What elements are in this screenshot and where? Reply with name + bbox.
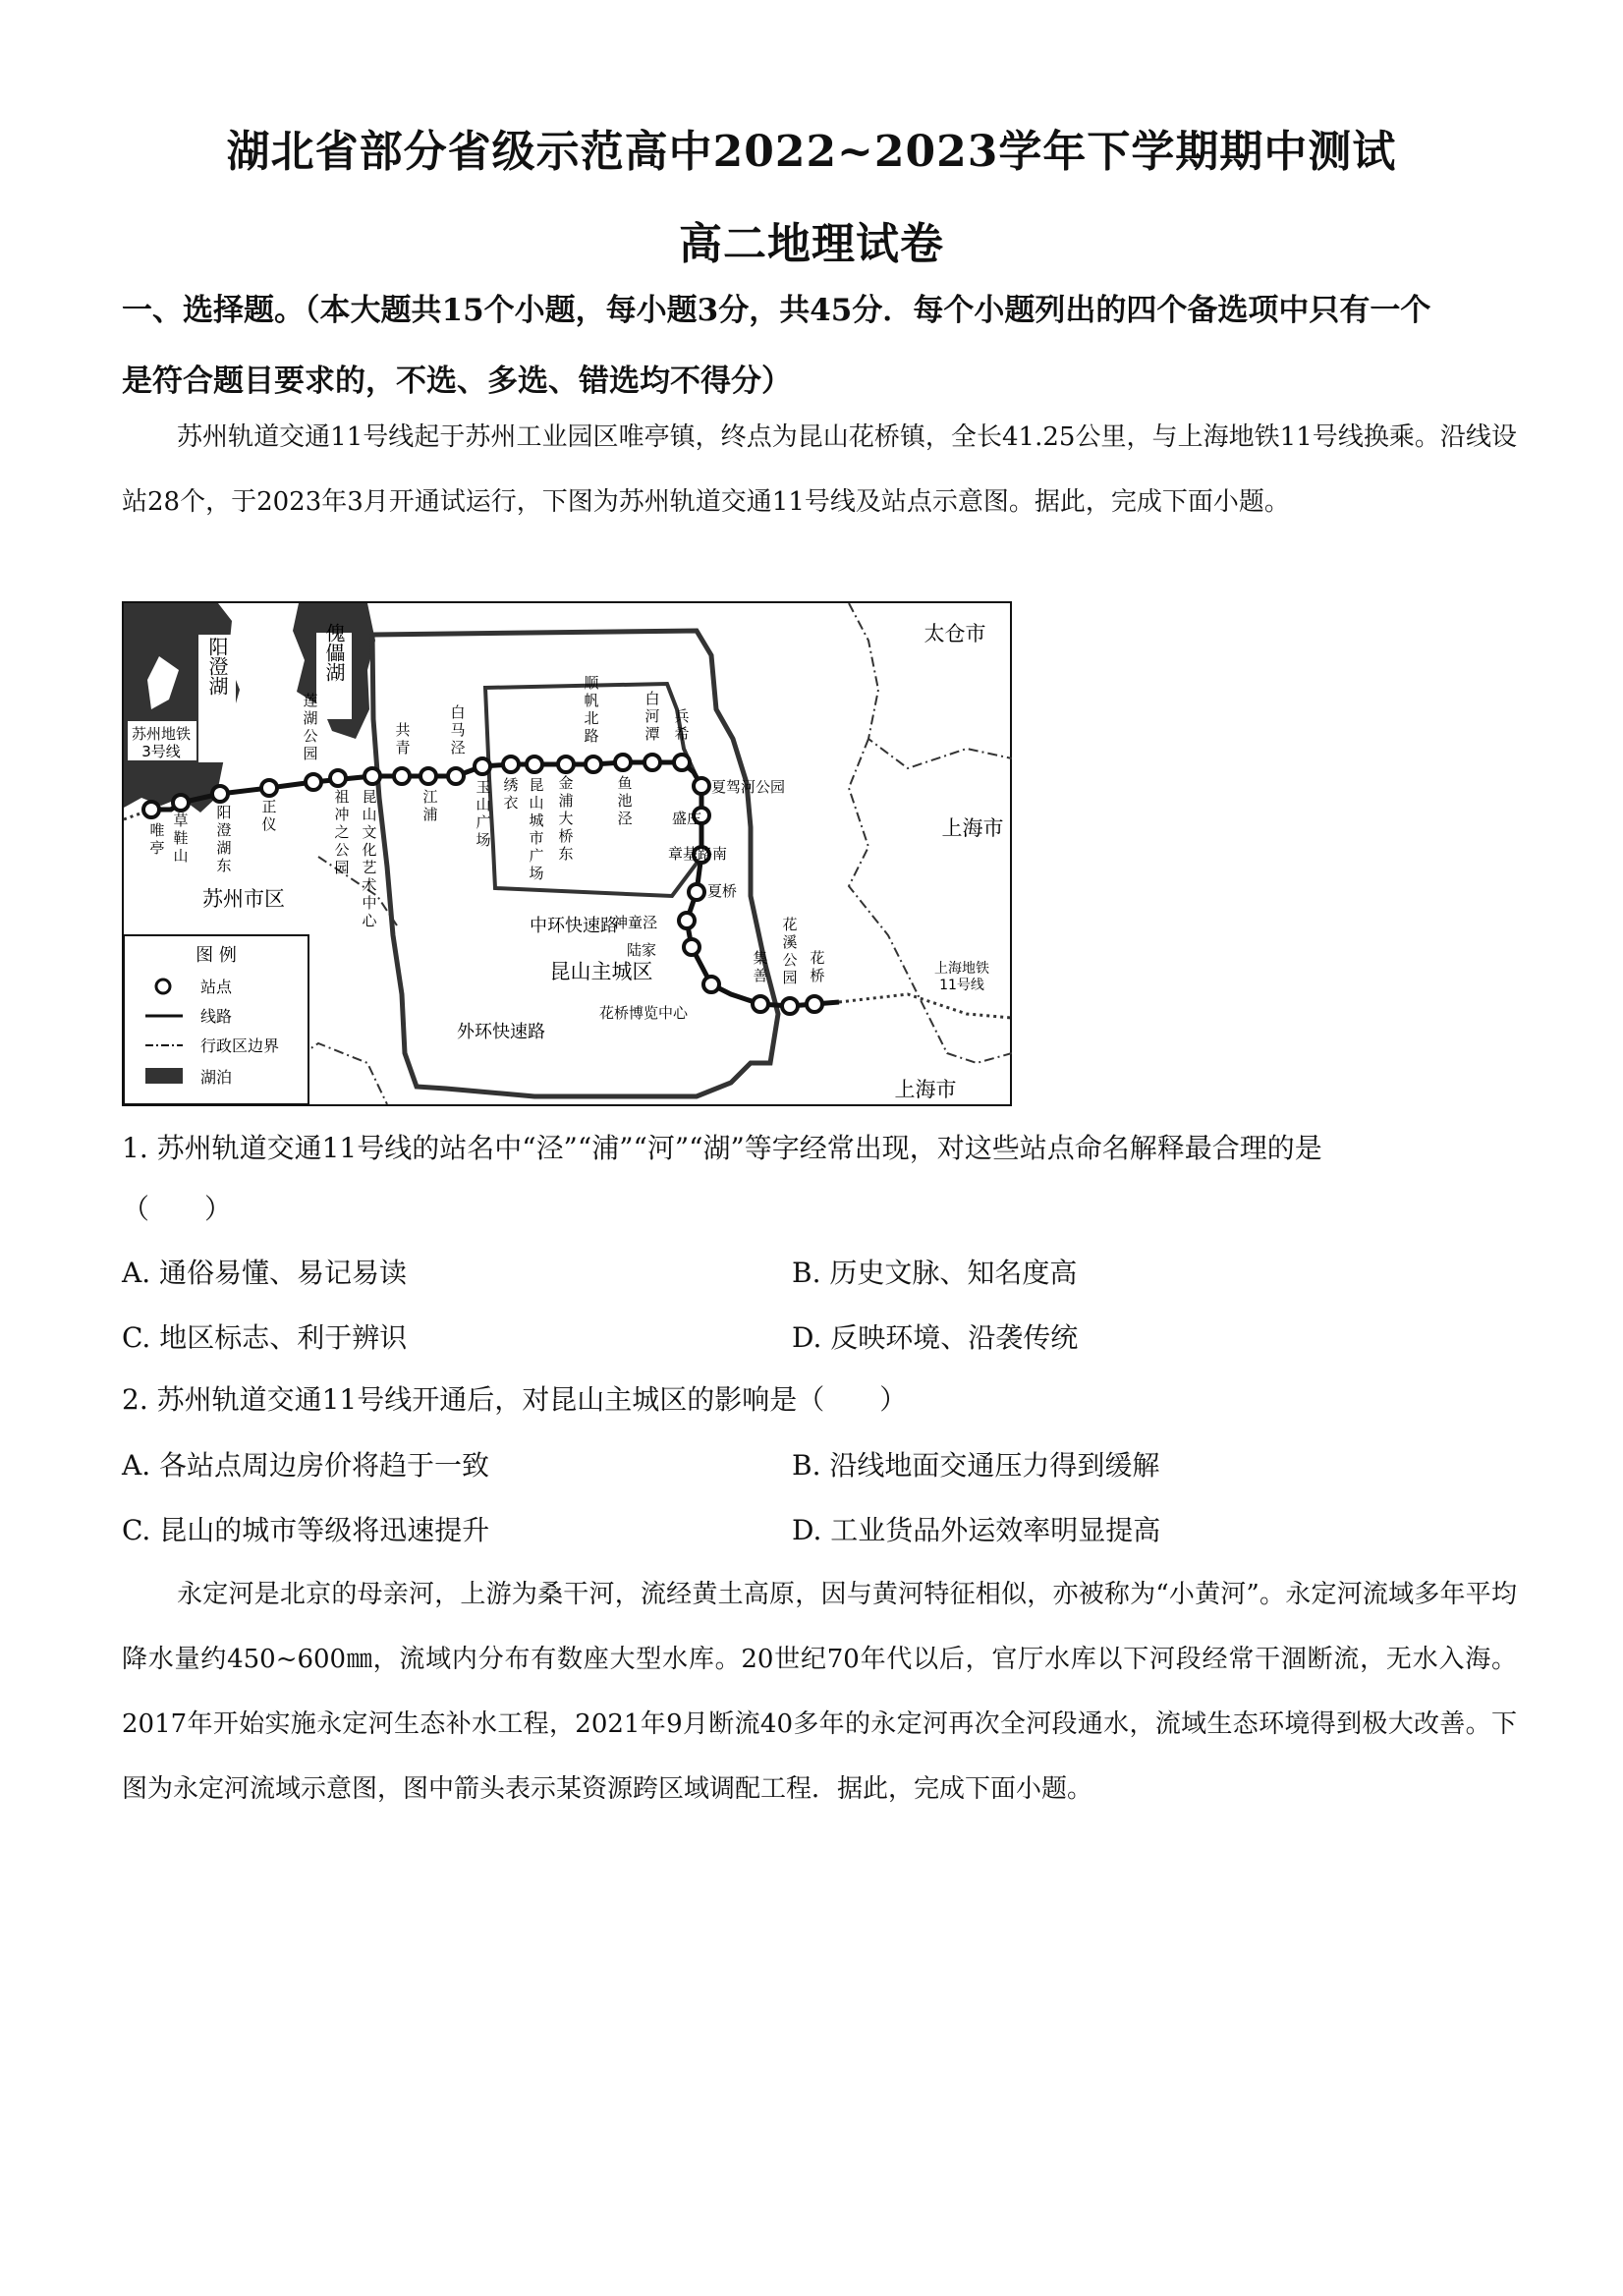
station-marker [394,768,410,784]
station-marker [586,756,601,772]
station-label: 正仪 [261,798,277,833]
station-label: 昆山文化艺术中心 [362,788,377,929]
lake-label-yangcheng: 阳澄湖 [205,637,229,696]
station-marker [420,768,436,784]
station-marker [143,802,159,817]
question-1-blank: （ ） [122,1193,233,1225]
question-1-option-c[interactable]: C. 地区标志、利于辨识 [122,1321,408,1354]
road-label-outer: 外环快速路 [457,1022,545,1042]
question-1-option-d[interactable]: D. 反映环境、沿袭传统 [792,1321,1079,1354]
station-label: 莲湖公园 [303,692,318,762]
station-label: 共青 [395,721,411,756]
metro-line-map [122,601,1012,1106]
station-label: 白河潭 [644,690,660,743]
station-label: 章基路南 [668,845,728,863]
legend-station-symbol [156,980,170,993]
station-marker [173,795,189,811]
station-label: 花溪公园 [782,916,798,986]
station-label: 夏桥 [707,882,738,900]
station-label: 兵希 [674,707,690,743]
station-marker [212,786,228,802]
region-label-taicang: 太仓市 [923,622,986,645]
question-2-option-d[interactable]: D. 工业货品外运效率明显提高 [792,1514,1161,1546]
question-1-stem: 1. 苏州轨道交通11号线的站名中“泾”“浦”“河”“湖”等字经常出现，对这些站点命名解释最合理的是 [122,1132,1322,1164]
question-2-option-c[interactable]: C. 昆山的城市等级将迅速提升 [122,1514,490,1546]
station-marker [448,768,464,784]
station-label: 鱼池泾 [617,774,633,827]
region-label-shanghai-east: 上海市 [941,816,1004,840]
question-1-option-a[interactable]: A. 通俗易懂、易记易读 [122,1257,408,1289]
station-marker [364,768,380,784]
station-label: 顺帆北路 [584,674,599,745]
station-label: 草鞋山 [173,812,189,865]
lake-label-kuilei: 傀儡湖 [322,623,346,682]
passage-2: 永定河是北京的母亲河，上游为桑干河，流经黄土高原，因与黄河特征相似，亦被称为“小黄河”。永定河流域多年平均降水量约450~600㎜，流域内分布有数座大型水库。20世纪70年代以后，官厅水库以下河段经常干涸断流，无水入海。2017年开始实施永定河生态补水工程，2021年9月断流40多年的永定河再次全河段通水，流域生态环境得到极大改善。下图为永定河流域示意图，图中箭头表示某资源跨区域调配工程．据此，完成下面小题。 [122,1580,1517,1804]
station-marker [753,996,768,1012]
station-marker [679,913,695,928]
legend-title: 图 例 [196,945,237,966]
legend-lake-symbol [145,1068,183,1084]
legend-item-lake: 湖泊 [200,1068,233,1087]
station-marker [503,756,519,772]
station-marker [684,939,700,955]
station-label: 唯亭 [149,821,165,857]
station-label: 绣衣 [503,776,519,812]
legend-item-boundary: 行政区边界 [200,1036,280,1055]
station-marker [306,774,321,790]
question-2-option-a[interactable]: A. 各站点周边房价将趋于一致 [122,1449,490,1482]
station-label: 江浦 [422,788,438,823]
section-heading-line1: 一、选择题。（本大题共15个小题，每小题3分，共45分．每个小题列出的四个备选项中只有一个 [122,293,1431,328]
station-marker [261,780,277,796]
station-label: 花桥博览中心 [599,1004,689,1022]
section-heading-line2: 是符合题目要求的，不选、多选、错选均不得分） [122,364,792,399]
station-label: 祖冲之公园 [334,788,350,876]
station-marker [807,996,822,1012]
station-marker [703,977,719,992]
station-marker [674,755,690,770]
map-legend [124,935,308,1104]
station-label: 集善 [753,949,768,984]
station-label: 玉山广场 [476,778,491,849]
station-marker [782,998,798,1014]
transfer-label-right: 上海地铁 11号线 [934,961,989,993]
station-label: 盛庄 [672,810,702,827]
station-marker [527,756,542,772]
station-marker [475,758,490,774]
transfer-label-left: 苏州地铁 3号线 [131,725,192,760]
region-label-suzhou: 苏州市区 [202,887,285,911]
station-marker [330,770,346,786]
station-label: 神童泾 [613,914,658,931]
road-label-middle: 中环快速路 [530,916,618,936]
station-marker [558,756,574,772]
question-2-stem: 2. 苏州轨道交通11号线开通后，对昆山主城区的影响是（ ） [122,1383,908,1416]
station-marker [694,778,709,794]
legend-item-station: 站点 [200,978,233,996]
station-label: 花桥 [810,949,825,984]
station-label: 阳澄湖东 [216,804,232,874]
station-marker [615,755,631,770]
region-label-kunshan: 昆山主城区 [549,960,653,983]
station-label: 白马泾 [450,703,466,756]
station-marker [644,755,660,770]
station-label: 金浦大桥东 [558,774,574,863]
page-subtitle: 高二地理试卷 [679,219,944,269]
station-label: 陆家 [627,941,657,959]
question-2-option-b[interactable]: B. 沿线地面交通压力得到缓解 [792,1449,1160,1482]
station-label: 夏驾河公园 [711,778,786,796]
legend-item-line: 线路 [200,1007,233,1026]
passage-1: 苏州轨道交通11号线起于苏州工业园区唯亭镇，终点为昆山花桥镇，全长41.25公里，与上海地铁11号线换乘。沿线设站28个，于2023年3月开通试运行，下图为苏州轨道交通11号线及站点示意图。据此，完成下面小题。 [122,422,1517,517]
section-heading [122,275,1517,417]
page-title: 湖北省部分省级示范高中2022~2023学年下学期期中测试 [226,127,1397,177]
region-label-shanghai-south: 上海市 [894,1078,957,1101]
question-1-option-b[interactable]: B. 历史文脉、知名度高 [792,1257,1078,1289]
station-marker [689,884,704,900]
station-label: 昆山城市广场 [529,776,544,882]
